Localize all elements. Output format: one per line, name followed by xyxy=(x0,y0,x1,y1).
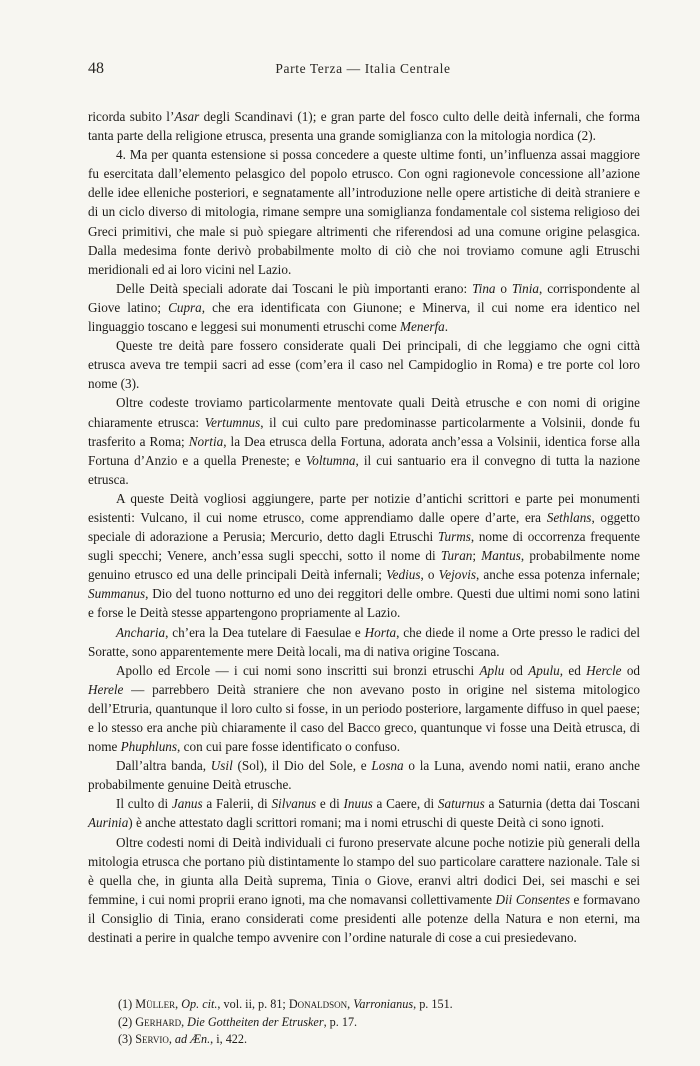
italic-term: Turan xyxy=(440,548,473,564)
text-run: , anche essa potenza infernale; xyxy=(476,567,641,583)
text-run: Apollo ed Ercole — i cui nomi sono inscritti sui bronzi etruschi xyxy=(116,662,480,678)
paragraph xyxy=(88,336,640,393)
footnote-author: Gerhard xyxy=(135,1014,182,1029)
text-run: — parrebbero Deità straniere che non avevano posto in origine nel sistema mitologico dell’Etruria, quantunque il loro culto si fosse, in un periodo posteriore, largamente diffuso in quel paese; e lo stesso era anche più chiaramente il caso del Bacco greco, quantunque vi fosse una Deità etrusca, di nome xyxy=(88,681,640,755)
footnote-work-title: Op. cit. xyxy=(181,997,218,1011)
running-head xyxy=(88,60,638,84)
text-run: , che diede il nome a Orte presso le radici del Soratte, sono apparentemente mere Deità locali, ma di nativa origine Toscana. xyxy=(88,624,640,659)
text-run: o xyxy=(495,280,512,296)
italic-term: Inuus xyxy=(343,796,373,812)
italic-term: Ancharia xyxy=(116,624,166,640)
italic-term: Usil xyxy=(210,758,233,774)
italic-term: Janus xyxy=(171,796,203,812)
italic-term: Saturnus xyxy=(437,796,485,812)
text-run: , la Dea etrusca della Fortuna, adorata anch’essa a Volsinii, identica forse alla Fortuna d’Anzio e a quella Preneste; e xyxy=(88,433,640,468)
paragraph xyxy=(88,107,640,145)
italic-term: Turms xyxy=(437,529,471,545)
text-run: od xyxy=(621,662,641,678)
italic-term: Hercle xyxy=(586,662,622,678)
italic-term: Apulu xyxy=(528,662,560,678)
footnote-author: Servio xyxy=(135,1032,169,1047)
page-number: 48 xyxy=(88,60,104,77)
italic-term: Aurinia xyxy=(88,815,129,831)
text-run: Il culto di xyxy=(116,796,172,812)
footnote-author: Donaldson xyxy=(288,997,348,1011)
italic-term: Dii Consentes xyxy=(495,891,571,907)
text-run: ; xyxy=(472,548,482,564)
italic-term: Vedius xyxy=(386,567,421,583)
footnote-work-title: Die Gottheiten der Etrusker xyxy=(187,1014,324,1029)
text-run: ) è anche attestato dagli scrittori romani; ma i nomi etruschi di queste Deità ci sono ignoti. xyxy=(128,815,605,831)
footnote-number: (3) xyxy=(118,1032,133,1047)
text-run: 4. Ma per quanta estensione si possa concedere a queste ultime fonti, un’influenza assai maggiore fu esercitata dall’elemento pelasgico del popolo etrusco. Con ogni ragionevole concessione all’azione delle idee elleniche posteriori, e segnatamente all’introduzione nelle opere artistiche di deità straniere e di un ciclo diverso di mitologia, rimane sempre una somiglianza fondamentale col sistema religioso dei Greci primitivi, che male si può spiegare altrimenti che riferendosi ad una comune origine pelasgica. Dalla medesima fonte derivò probabilmente molto di ciò che noi troviamo comune agli Etruschi meridionali ed ai loro vicini nel Lazio. xyxy=(88,147,640,277)
text-run: A queste Deità vogliosi aggiungere, parte per notizie d’antichi scrittori e parte pei monumenti esistenti: Vulcano, il cui nome etrusco, come apprendiamo dalle opere d’arte, era xyxy=(88,490,640,525)
paragraph xyxy=(88,489,640,623)
text-run: e formavano il Consiglio di Tinia, erano considerati come presidenti alle potenze della Natura e non eterni, ma destinati a perire in qualche tempo avvenire con l’ordine naturale di cose a cui presiedevano. xyxy=(88,891,640,946)
text-run: (Sol), il Dio del Sole, e xyxy=(232,758,372,774)
text-run: a Caere, di xyxy=(372,796,438,812)
italic-term: Horta xyxy=(364,624,397,640)
footnote-text: , vol. ii, p. 81; xyxy=(217,997,289,1011)
italic-term: Mantus xyxy=(481,548,521,564)
italic-term: Losna xyxy=(371,758,404,774)
italic-term: Vertumnus xyxy=(204,414,261,430)
italic-term: Nortia xyxy=(188,433,224,449)
paragraph xyxy=(88,833,640,948)
italic-term: Asar xyxy=(174,109,200,124)
text-run: Oltre codeste troviamo particolarmente mentovate quali Deità etrusche e con nomi di origine chiaramente etrusca: xyxy=(88,395,640,430)
footnote-text: , xyxy=(181,1014,188,1029)
footnote-work-title: ad Æn. xyxy=(174,1032,211,1047)
paragraph xyxy=(88,623,640,661)
footnote-work-title: Varronianus xyxy=(353,997,414,1011)
paragraph xyxy=(88,145,640,279)
text-run: ricorda subito l’ xyxy=(88,109,175,124)
footnote-text: , i, 422. xyxy=(210,1032,248,1047)
italic-term: Cupra xyxy=(168,299,202,315)
text-run: o la Luna, avendo nomi natii, erano anche probabilmente genuine Deità etrusche. xyxy=(88,758,640,793)
running-title: Parte Terza — Italia Centrale xyxy=(275,61,451,76)
italic-term: Menerfa xyxy=(400,319,445,335)
footnote-number: (1) xyxy=(118,997,133,1011)
text-run: degli Scandinavi (1); e gran parte del fosco culto delle deità infernali, che forma tanta parte della religione etrusca, presenta una grande somiglianza con la mitologia nordica (2). xyxy=(88,109,640,144)
text-run: , il cui culto pare predominasse particolarmente a Volsinii, donde fu trasferito a Roma; xyxy=(88,414,640,449)
footnote: (1) Müller, Op. cit., vol. ii, p. 81; Donaldson, Varronianus, p. 151. xyxy=(118,997,453,1011)
italic-term: Silvanus xyxy=(271,796,317,812)
footnote-text: , xyxy=(168,1032,175,1047)
text-run: , o xyxy=(420,567,439,583)
italic-term: Voltumna xyxy=(305,452,356,468)
text-run: a Saturnia (detta dai Toscani xyxy=(484,796,640,812)
italic-term: Phuphluns xyxy=(120,739,178,755)
text-run: , corrispondente al Giove latino; xyxy=(88,280,640,315)
footnote-author: Müller xyxy=(135,997,176,1011)
italic-term: Sethlans xyxy=(546,509,592,525)
italic-term: Summanus xyxy=(88,586,146,602)
italic-term: Tina xyxy=(472,280,496,296)
text-run: , con cui pare fosse identificato o confuso. xyxy=(177,739,401,755)
footnote-text: , p. 151. xyxy=(413,997,453,1011)
text-run: a Falerii, di xyxy=(202,796,272,812)
footnote-number: (2) xyxy=(118,1014,133,1029)
text-run: , ch’era la Dea tutelare di Faesulae e xyxy=(165,624,365,640)
footnote xyxy=(118,1031,638,1049)
footnotes xyxy=(118,996,638,1049)
footnote xyxy=(118,1014,638,1032)
footnote-text: , xyxy=(175,997,182,1011)
footnote-text: , p. 17. xyxy=(323,1014,358,1029)
italic-term: Herele xyxy=(88,681,124,697)
paragraph xyxy=(88,794,640,832)
text-run: , nome di occorrenza frequente sugli specchi; Venere, anch’essa sugli specchi, sotto il nome di xyxy=(88,529,640,564)
paragraph xyxy=(88,393,640,488)
italic-term: Vejovis xyxy=(438,567,476,583)
paragraph xyxy=(88,661,640,756)
text-run: , il cui santuario era il convegno di tutta la nazione etrusca. xyxy=(88,452,640,487)
body-text xyxy=(88,107,640,947)
text-run: Delle Deità speciali adorate dai Toscani le più importanti erano: xyxy=(116,280,473,296)
italic-term: Tinia xyxy=(511,280,540,296)
paragraph xyxy=(88,756,640,794)
text-run: , Dio del tuono notturno ed uno dei reggitori delle ombre. Questi due ultimi nomi sono latini e forse le Deità stesse appartengono propriamente al Lazio. xyxy=(88,586,640,621)
paragraph xyxy=(88,279,640,336)
text-run: , che era identificata con Giunone; e Minerva, il cui nome era identico nel linguaggio toscano e leggesi sui monumenti etruschi come xyxy=(88,299,640,335)
text-run: Queste tre deità pare fossero considerate quali Dei principali, di che leggiamo che ogni città etrusca aveva tre tempii sacri ad esse (com’era il caso nel Campidoglio in Roma) e tre porte col loro nome (3). xyxy=(88,338,640,392)
text-run: od xyxy=(504,662,529,678)
text-run: Oltre codesti nomi di Deità individuali ci furono preservate alcune poche notizie più generali della mitologia etrusca che portano più distintamente lo stampo del suo particolare carattere nazionale. Tale si è quella che, in giunta alla Deità suprema, Tinia o Giove, eranvi altri dodici Dei, sei maschi e sei femmine, i cui nomi proprii erano ignoti, ma che nomavansi collettivamente xyxy=(88,834,640,907)
text-run: , probabilmente nome genuino etrusco ed una delle principali Deità infernali; xyxy=(88,548,641,583)
text-run: Dall’altra banda, xyxy=(116,758,211,774)
text-run: , oggetto speciale di adorazione a Perusia; Mercurio, detto dagli Etruschi xyxy=(88,509,640,545)
text-run: . xyxy=(444,319,449,335)
italic-term: Aplu xyxy=(479,662,505,678)
text-run: e di xyxy=(316,796,344,812)
text-run: , ed xyxy=(559,662,587,678)
